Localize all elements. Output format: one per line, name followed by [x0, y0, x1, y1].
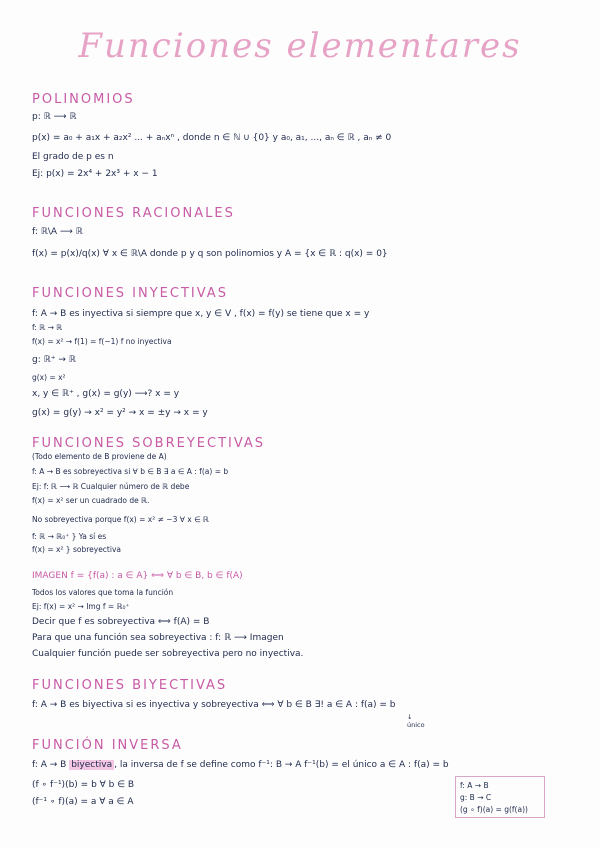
injective-line-6: x, y ∈ ℝ⁺ , g(x) = g(y) ⟶? x = y — [32, 389, 180, 399]
poly-line-1: p: ℝ ⟶ ℝ — [32, 112, 77, 122]
image-line-1: IMAGEN f = {f(a) : a ∈ A} ⟺ ∀ b ∈ B, b ∈ f(A) — [32, 571, 243, 581]
box-line-2: g: B → C — [460, 793, 492, 802]
page-title: Funciones elementares — [78, 26, 522, 66]
rational-line-2: f(x) = p(x)/q(x) ∀ x ∈ ℝ\A donde p y q son polinomios y A = {x ∈ ℝ : q(x) = 0} — [32, 249, 388, 259]
image-line-5: Para que una función sea sobreyectiva : f: ℝ ⟶ Imagen — [32, 633, 284, 643]
inverse-def-line: f: A → B biyectiva , la inversa de f se define como f⁻¹: B → A f⁻¹(b) = el único a ∈ A : f(a) = b — [32, 760, 449, 770]
heading-polinomios: POLINOMIOS — [32, 92, 135, 107]
inverse-line-1: (f ∘ f⁻¹)(b) = b ∀ b ∈ B — [32, 780, 135, 790]
surjective-line-7: f(x) = x² } sobreyectiva — [32, 545, 121, 554]
image-line-3: Ej: f(x) = x² → Img f = ℝ₀⁺ — [32, 602, 130, 611]
heading-racionales: FUNCIONES RACIONALES — [32, 206, 235, 221]
box-line-3: (g ∘ f)(a) = g(f(a)) — [460, 805, 528, 814]
surjective-line-2: f: A → B es sobreyectiva si ∀ b ∈ B ∃ a ∈ A : f(a) = b — [32, 467, 229, 476]
injective-line-7: g(x) = g(y) → x² = y² → x = ±y → x = y — [32, 408, 208, 418]
bijective-note: ↓ único — [407, 713, 425, 729]
image-line-2: Todos los valores que toma la función — [32, 588, 174, 597]
image-line-6: Cualquier función puede ser sobreyectiva pero no inyectiva. — [32, 649, 304, 659]
surjective-line-6: f: ℝ → ℝ₀⁺ } Ya sí es — [32, 532, 107, 541]
poly-line-4: Ej: p(x) = 2x⁴ + 2x³ + x − 1 — [32, 169, 158, 179]
rational-line-1: f: ℝ\A ⟶ ℝ — [32, 227, 83, 237]
injective-line-4: g: ℝ⁺ → ℝ — [32, 355, 76, 365]
heading-biyectivas: FUNCIONES BIYECTIVAS — [32, 678, 228, 693]
heading-inversa: FUNCIÓN INVERSA — [32, 738, 183, 753]
inverse-line-2: (f⁻¹ ∘ f)(a) = a ∀ a ∈ A — [32, 797, 134, 807]
poly-line-2: p(x) = a₀ + a₁x + a₂x² ... + aₙxⁿ , donde n ∈ ℕ ∪ {0} y a₀, a₁, ..., aₙ ∈ ℝ , aₙ ≠ 0 — [32, 133, 392, 143]
box-line-1: f: A → B — [460, 781, 489, 790]
surjective-line-5: No sobreyectiva porque f(x) = x² ≠ −3 ∀ x ∈ ℝ — [32, 515, 209, 524]
surjective-line-4: f(x) = x² ser un cuadrado de ℝ. — [32, 496, 150, 505]
composition-box — [455, 776, 545, 818]
bijective-line: f: A → B es biyectiva si es inyectiva y sobreyectiva ⟺ ∀ b ∈ B ∃! a ∈ A : f(a) = b — [32, 700, 396, 710]
surjective-line-1: (Todo elemento de B proviene de A) — [32, 452, 167, 461]
injective-line-2: f: ℝ → ℝ — [32, 323, 63, 332]
highlight-biyectiva: biyectiva — [71, 760, 113, 770]
injective-line-3: f(x) = x² → f(1) = f(−1) f no inyectiva — [32, 337, 172, 346]
heading-sobreyectivas: FUNCIONES SOBREYECTIVAS — [32, 436, 266, 451]
heading-inyectivas: FUNCIONES INYECTIVAS — [32, 286, 228, 301]
injective-line-5: g(x) = x² — [32, 373, 66, 382]
image-line-4: Decir que f es sobreyectiva ⟺ f(A) = B — [32, 617, 210, 627]
poly-line-3: El grado de p es n — [32, 152, 114, 162]
injective-line-1: f: A → B es inyectiva si siempre que x, y ∈ V , f(x) = f(y) se tiene que x = y — [32, 309, 370, 319]
surjective-line-3: Ej: f: ℝ ⟶ ℝ Cualquier número de ℝ debe — [32, 482, 190, 491]
